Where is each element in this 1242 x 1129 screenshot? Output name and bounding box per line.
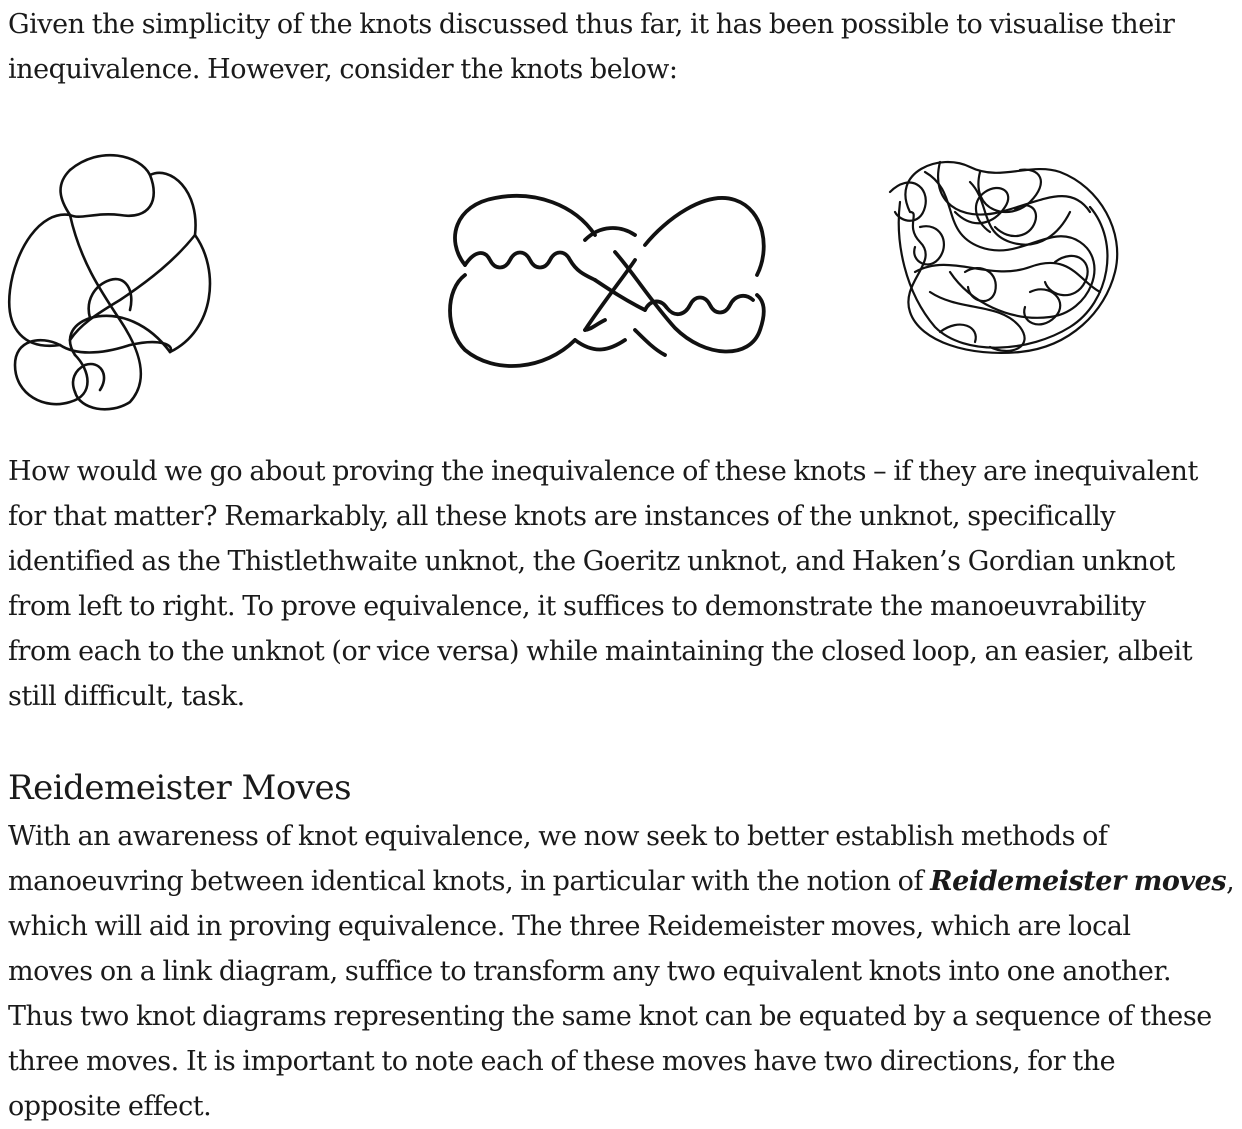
discussion-line: for that matter? Remarkably, all these knots are instances of the unknot, specifically xyxy=(8,501,1116,532)
discussion-line: still difficult, task. xyxy=(8,681,245,712)
intro-line: Given the simplicity of the knots discussed thus far, it has been possible to visualise their xyxy=(8,9,1175,40)
reidemeister-line xyxy=(8,859,1234,904)
discussion-line: from left to right. To prove equivalence, it suffices to demonstrate the manoeuvrability xyxy=(8,591,1146,622)
section-heading: Reidemeister Moves xyxy=(8,768,352,808)
reidemeister-line: opposite effect. xyxy=(8,1091,212,1122)
discussion-paragraph xyxy=(8,449,1234,719)
discussion-line: from each to the unknot (or vice versa) while maintaining the closed loop, an easier, albeit xyxy=(8,636,1193,667)
intro-line: inequivalence. However, consider the knots below: xyxy=(8,54,678,85)
line-text: manoeuvring between identical knots, in particular with the notion of xyxy=(8,866,931,897)
reidemeister-line: moves on a link diagram, suffice to transform any two equivalent knots into one another. xyxy=(8,956,1172,987)
reidemeister-line: which will aid in proving equivalence. The three Reidemeister moves, which are local xyxy=(8,911,1131,942)
reidemeister-line: With an awareness of knot equivalence, we now seek to better establish methods of xyxy=(8,821,1108,852)
discussion-line: How would we go about proving the inequivalence of these knots – if they are inequivalent xyxy=(8,456,1198,487)
reidemeister-line: Thus two knot diagrams representing the same knot can be equated by a sequence of these xyxy=(8,1001,1212,1032)
discussion-line: identified as the Thistlethwaite unknot, the Goeritz unknot, and Haken’s Gordian unknot xyxy=(8,546,1175,577)
reidemeister-line: three moves. It is important to note each of these moves have two directions, for the xyxy=(8,1046,1116,1077)
line-punctuation: , xyxy=(1226,866,1235,897)
knot-figure xyxy=(0,140,1242,430)
reidemeister-paragraph xyxy=(8,814,1234,1129)
intro-paragraph xyxy=(8,2,1234,92)
reidemeister-moves-term: Reidemeister moves xyxy=(930,866,1227,897)
